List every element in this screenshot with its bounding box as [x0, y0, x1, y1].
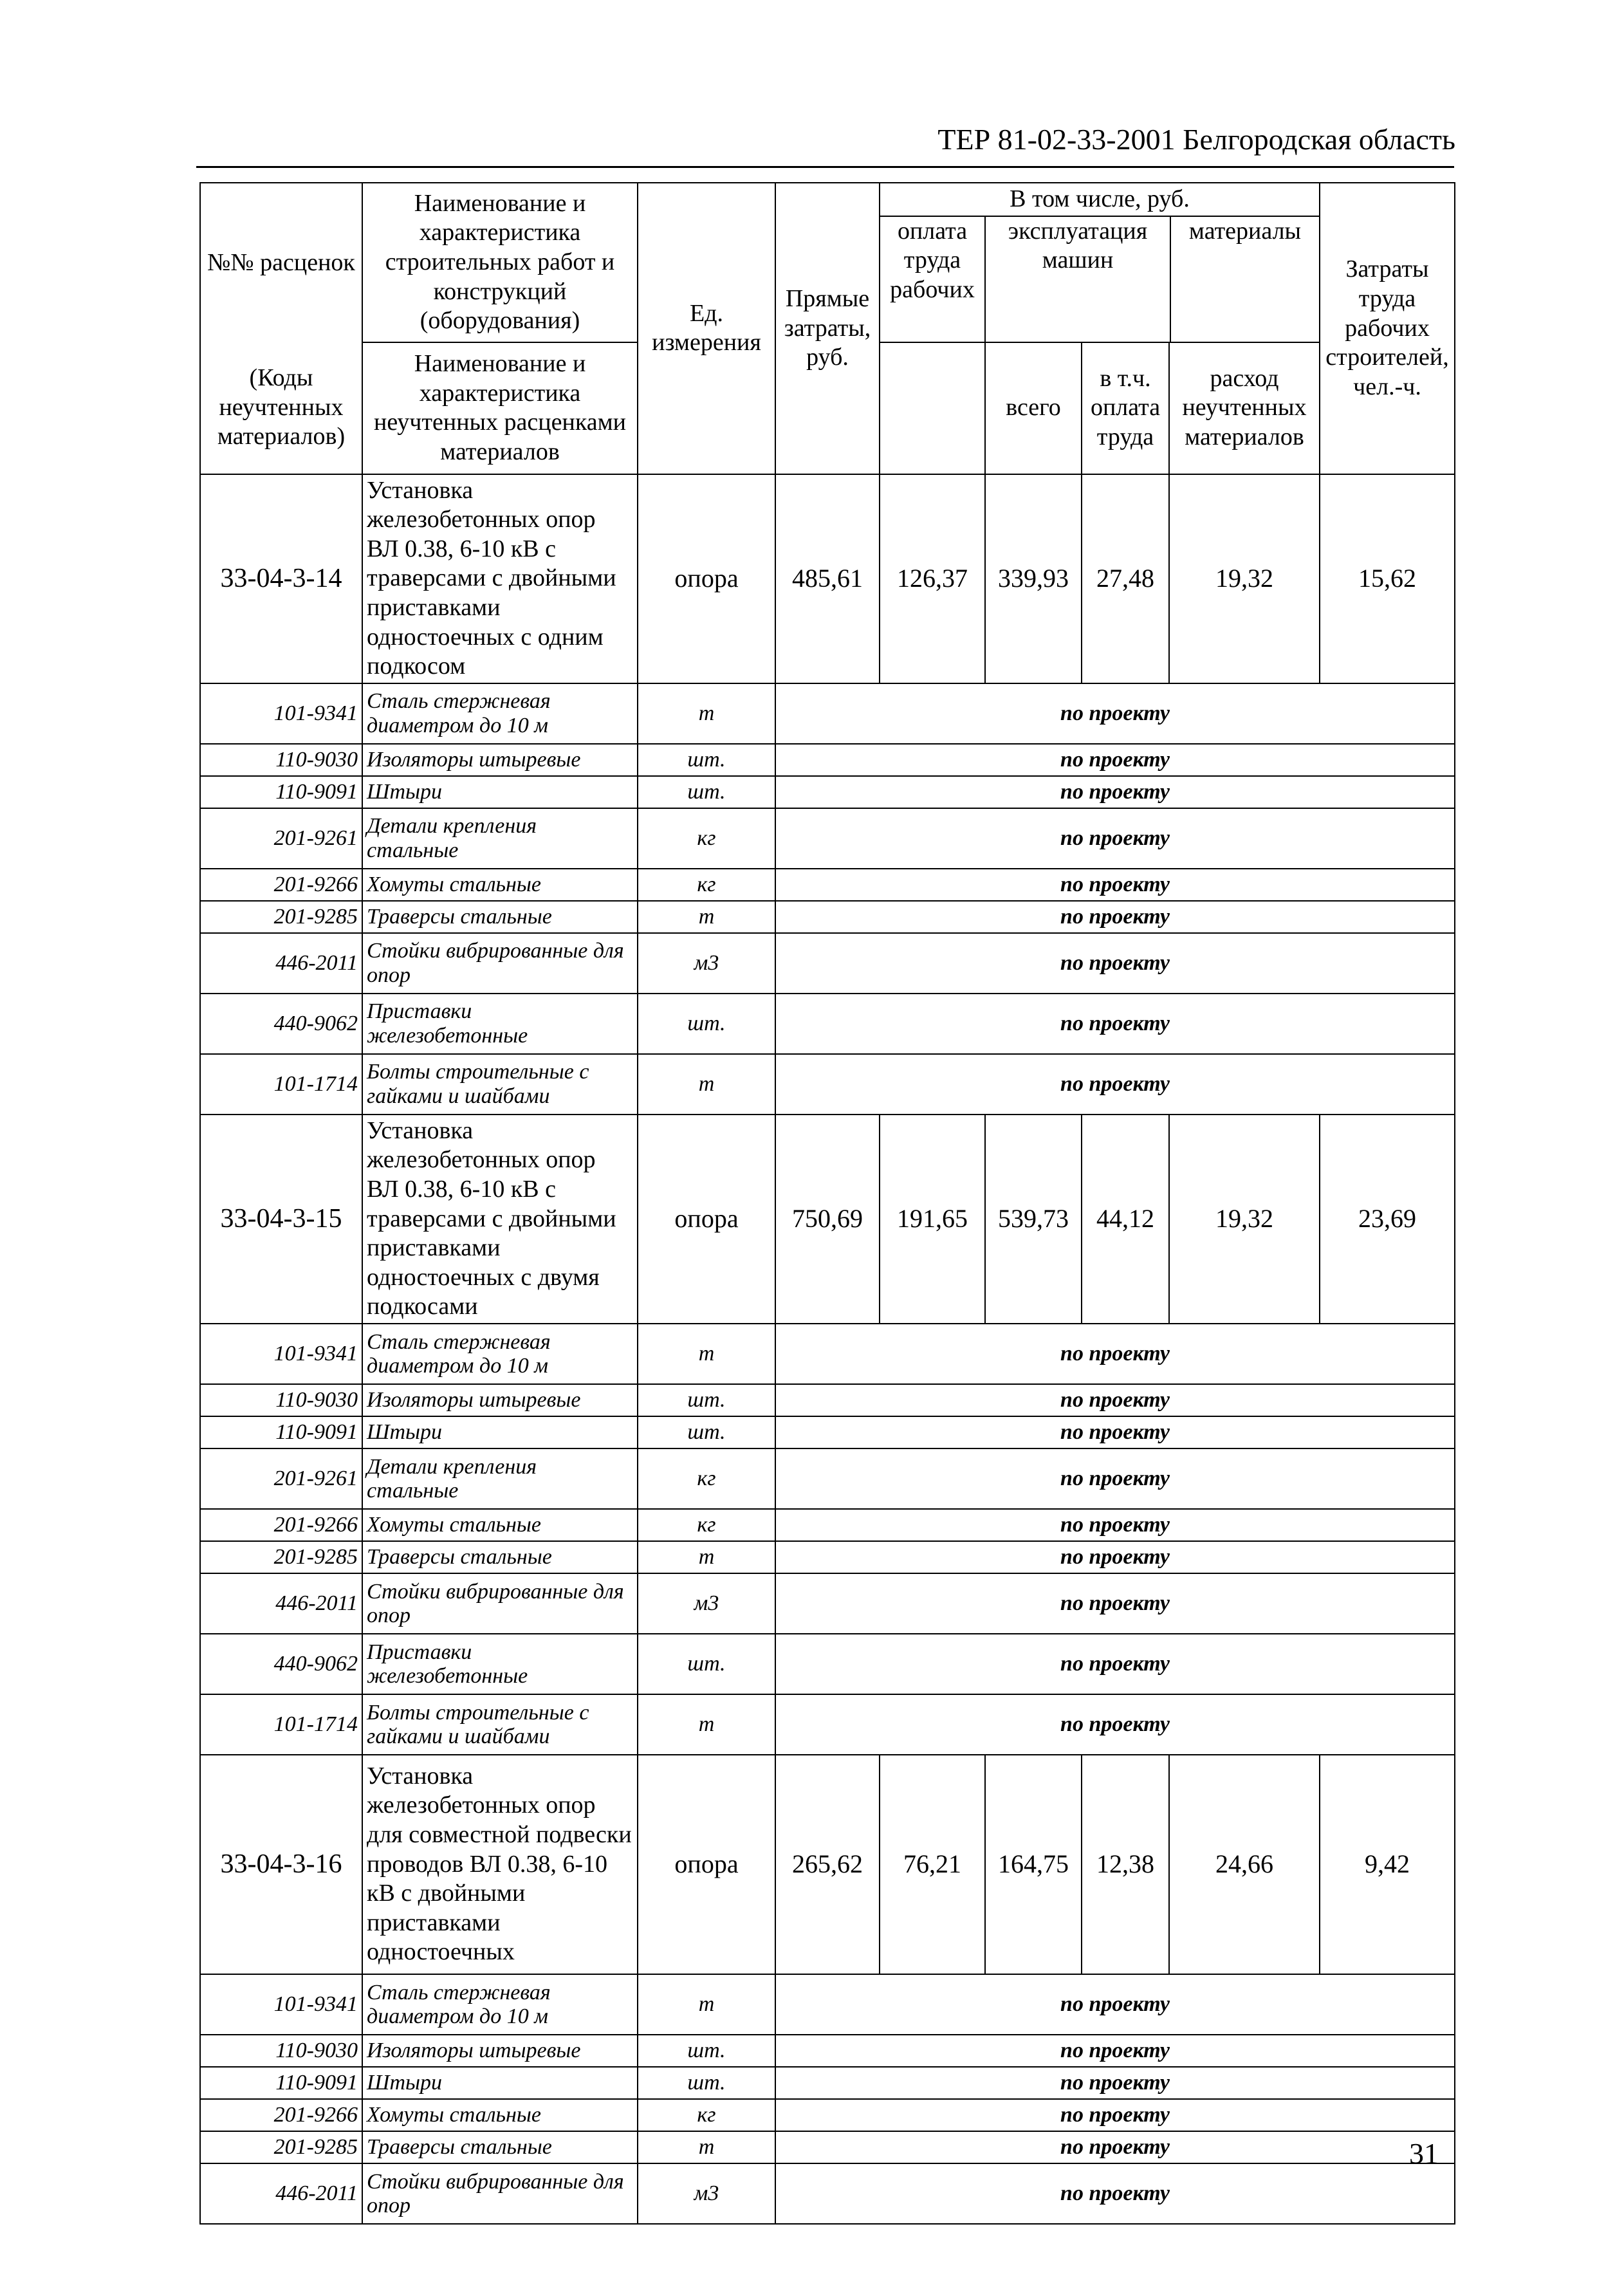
material-name: Изоляторы штыревые: [362, 744, 638, 776]
material-quantity: по проекту: [775, 1054, 1455, 1115]
material-code: 110-9091: [200, 1416, 362, 1448]
material-unit: т: [638, 1974, 775, 2035]
material-unit: т: [638, 2131, 775, 2163]
material-unit: шт.: [638, 1634, 775, 1694]
material-unit: кг: [638, 869, 775, 901]
material-quantity: по проекту: [775, 1573, 1455, 1634]
material-code: 440-9062: [200, 994, 362, 1054]
rate-machines-labor: 44,12: [1082, 1115, 1169, 1324]
material-code: 201-9266: [200, 1509, 362, 1541]
material-unit: т: [638, 1694, 775, 1755]
rate-unit: опора: [638, 474, 775, 683]
material-row: [200, 2067, 1455, 2099]
material-code: 101-1714: [200, 1694, 362, 1755]
document-header: ТЕР 81-02-33-2001 Белгородская область: [937, 123, 1455, 156]
material-unit: шт.: [638, 994, 775, 1054]
material-code: 101-9341: [200, 1324, 362, 1384]
rate-direct-cost: 265,62: [775, 1755, 880, 1974]
material-name: Хомуты стальные: [362, 2099, 638, 2131]
material-row: [200, 776, 1455, 808]
material-name: Сталь стержневая диаметром до 10 м: [362, 1324, 638, 1384]
material-unit: шт.: [638, 744, 775, 776]
material-unit: кг: [638, 1509, 775, 1541]
material-code: 101-1714: [200, 1054, 362, 1115]
material-name: Штыри: [362, 776, 638, 808]
rate-name: Установка железобетонных опор ВЛ 0.38, 6-10 кВ с траверсами с двойными приставками одностоечных с одним подкосом: [362, 474, 638, 683]
rate-labor-pay: 76,21: [880, 1755, 985, 1974]
material-unit: м3: [638, 1573, 775, 1634]
rate-row: [200, 1755, 1455, 1974]
material-unit: т: [638, 1054, 775, 1115]
rates-table: [199, 182, 1455, 2225]
rate-machines-total: 164,75: [985, 1755, 1082, 1974]
material-code: 201-9266: [200, 869, 362, 901]
material-name: Приставки железобетонные: [362, 1634, 638, 1694]
header-materials: материалы: [1188, 217, 1302, 245]
header-machines-total: всего: [985, 342, 1082, 474]
material-name: Стойки вибрированные для опор: [362, 2163, 638, 2224]
material-row: [200, 1634, 1455, 1694]
material-row: [200, 1541, 1455, 1573]
material-unit: шт.: [638, 1384, 775, 1416]
rate-materials: 19,32: [1169, 474, 1320, 683]
rate-unit: опора: [638, 1755, 775, 1974]
header-including-label: В том числе, руб.: [880, 183, 1319, 217]
header-direct-cost: Прямые затраты, руб.: [775, 183, 880, 474]
material-quantity: по проекту: [775, 1694, 1455, 1755]
material-row: [200, 1509, 1455, 1541]
material-quantity: по проекту: [775, 2099, 1455, 2131]
material-row: [200, 1694, 1455, 1755]
rate-machines-total: 539,73: [985, 1115, 1082, 1324]
material-row: [200, 1384, 1455, 1416]
rate-row: [200, 1115, 1455, 1324]
material-quantity: по проекту: [775, 808, 1455, 869]
material-row: [200, 994, 1455, 1054]
rate-materials: 24,66: [1169, 1755, 1320, 1974]
rate-labor-pay: 126,37: [880, 474, 985, 683]
material-code: 201-9285: [200, 1541, 362, 1573]
material-code: 110-9030: [200, 744, 362, 776]
material-quantity: по проекту: [775, 683, 1455, 744]
material-row: [200, 1416, 1455, 1448]
rate-labor-hours: 9,42: [1320, 1755, 1455, 1974]
material-quantity: по проекту: [775, 1416, 1455, 1448]
material-name: Траверсы стальные: [362, 901, 638, 933]
material-name: Траверсы стальные: [362, 2131, 638, 2163]
material-row: [200, 1974, 1455, 2035]
material-name: Стойки вибрированные для опор: [362, 933, 638, 994]
rate-row: [200, 474, 1455, 683]
material-unit: кг: [638, 2099, 775, 2131]
material-code: 101-9341: [200, 1974, 362, 2035]
material-unit: м3: [638, 2163, 775, 2224]
rate-machines-total: 339,93: [985, 474, 1082, 683]
material-unit: т: [638, 1324, 775, 1384]
material-code: 440-9062: [200, 1634, 362, 1694]
material-unit: шт.: [638, 776, 775, 808]
material-name: Траверсы стальные: [362, 1541, 638, 1573]
material-unit: кг: [638, 808, 775, 869]
material-name: Изоляторы штыревые: [362, 1384, 638, 1416]
material-row: [200, 2035, 1455, 2067]
material-code: 110-9091: [200, 776, 362, 808]
material-name: Болты строительные с гайками и шайбами: [362, 1054, 638, 1115]
material-quantity: по проекту: [775, 744, 1455, 776]
rate-direct-cost: 750,69: [775, 1115, 880, 1324]
header-machines-labor: в т.ч. оплата труда: [1082, 342, 1169, 474]
material-quantity: по проекту: [775, 1634, 1455, 1694]
header-unaccounted: расход неучтенных материалов: [1169, 342, 1320, 474]
material-row: [200, 1448, 1455, 1509]
material-row: [200, 1573, 1455, 1634]
header-code-sub: (Коды неучтенных материалов): [200, 342, 362, 474]
header-name-sub: Наименование и характеристика неучтенных расценками материалов: [362, 342, 638, 474]
rate-machines-labor: 27,48: [1082, 474, 1169, 683]
material-row: [200, 2131, 1455, 2163]
material-quantity: по проекту: [775, 1541, 1455, 1573]
material-name: Приставки железобетонные: [362, 994, 638, 1054]
material-unit: шт.: [638, 2035, 775, 2067]
material-quantity: по проекту: [775, 2163, 1455, 2224]
material-quantity: по проекту: [775, 1384, 1455, 1416]
header-labor-pay: оплата труда рабочих: [880, 217, 986, 342]
material-name: Сталь стержневая диаметром до 10 м: [362, 683, 638, 744]
material-row: [200, 2163, 1455, 2224]
material-code: 110-9091: [200, 2067, 362, 2099]
material-quantity: по проекту: [775, 1509, 1455, 1541]
rate-labor-hours: 15,62: [1320, 474, 1455, 683]
material-quantity: по проекту: [775, 869, 1455, 901]
material-row: [200, 933, 1455, 994]
material-name: Штыри: [362, 1416, 638, 1448]
rate-code: 33-04-3-15: [200, 1115, 362, 1324]
material-quantity: по проекту: [775, 1324, 1455, 1384]
material-quantity: по проекту: [775, 776, 1455, 808]
material-code: 201-9285: [200, 2131, 362, 2163]
material-code: 446-2011: [200, 933, 362, 994]
material-row: [200, 744, 1455, 776]
header-including-sub: [880, 217, 1319, 342]
material-unit: шт.: [638, 1416, 775, 1448]
rate-unit: опора: [638, 1115, 775, 1324]
material-code: 101-9341: [200, 683, 362, 744]
material-name: Хомуты стальные: [362, 869, 638, 901]
header-unit: Ед. измерения: [638, 183, 775, 474]
rate-code: 33-04-3-14: [200, 474, 362, 683]
material-quantity: по проекту: [775, 2035, 1455, 2067]
material-name: Изоляторы штыревые: [362, 2035, 638, 2067]
material-unit: кг: [638, 1448, 775, 1509]
material-unit: т: [638, 683, 775, 744]
material-quantity: по проекту: [775, 994, 1455, 1054]
page-number: 31: [1409, 2137, 1439, 2170]
header-machines: эксплуатация машин: [986, 217, 1171, 342]
material-quantity: по проекту: [775, 1448, 1455, 1509]
material-unit: шт.: [638, 2067, 775, 2099]
material-code: 201-9261: [200, 808, 362, 869]
material-code: 110-9030: [200, 2035, 362, 2067]
rate-code: 33-04-3-16: [200, 1755, 362, 1974]
material-name: Штыри: [362, 2067, 638, 2099]
material-row: [200, 1324, 1455, 1384]
material-quantity: по проекту: [775, 933, 1455, 994]
header-labor-pay-sub: [880, 342, 985, 474]
header-code: №№ расценок: [200, 183, 362, 342]
material-unit: м3: [638, 933, 775, 994]
material-quantity: по проекту: [775, 2067, 1455, 2099]
material-code: 446-2011: [200, 1573, 362, 1634]
material-code: 201-9261: [200, 1448, 362, 1509]
material-row: [200, 1054, 1455, 1115]
material-name: Детали крепления стальные: [362, 1448, 638, 1509]
material-code: 201-9266: [200, 2099, 362, 2131]
header-rule: [196, 166, 1454, 168]
material-code: 110-9030: [200, 1384, 362, 1416]
material-name: Стойки вибрированные для опор: [362, 1573, 638, 1634]
material-code: 201-9285: [200, 901, 362, 933]
rate-name: Установка железобетонных опор ВЛ 0.38, 6-10 кВ с траверсами с двойными приставками одностоечных с двумя подкосами: [362, 1115, 638, 1324]
material-name: Детали крепления стальные: [362, 808, 638, 869]
header-name: Наименование и характеристика строительных работ и конструкций (оборудования): [362, 183, 638, 342]
material-quantity: по проекту: [775, 901, 1455, 933]
rate-labor-hours: 23,69: [1320, 1115, 1455, 1324]
material-row: [200, 683, 1455, 744]
material-name: Хомуты стальные: [362, 1509, 638, 1541]
material-name: Сталь стержневая диаметром до 10 м: [362, 1974, 638, 2035]
material-unit: т: [638, 901, 775, 933]
material-row: [200, 901, 1455, 933]
rate-labor-pay: 191,65: [880, 1115, 985, 1324]
rate-name: Установка железобетонных опор для совместной подвески проводов ВЛ 0.38, 6-10 кВ с двойными приставками одностоечных: [362, 1755, 638, 1974]
material-unit: т: [638, 1541, 775, 1573]
rate-direct-cost: 485,61: [775, 474, 880, 683]
header-labor-cost: Затраты труда рабочих строителей, чел.-ч.: [1320, 183, 1455, 474]
material-row: [200, 2099, 1455, 2131]
material-row: [200, 808, 1455, 869]
material-quantity: по проекту: [775, 1974, 1455, 2035]
material-row: [200, 869, 1455, 901]
material-code: 446-2011: [200, 2163, 362, 2224]
table-header-row-1: [200, 183, 1455, 342]
rate-materials: 19,32: [1169, 1115, 1320, 1324]
rate-machines-labor: 12,38: [1082, 1755, 1169, 1974]
material-name: Болты строительные с гайками и шайбами: [362, 1694, 638, 1755]
material-quantity: по проекту: [775, 2131, 1455, 2163]
header-including: [880, 183, 1320, 342]
